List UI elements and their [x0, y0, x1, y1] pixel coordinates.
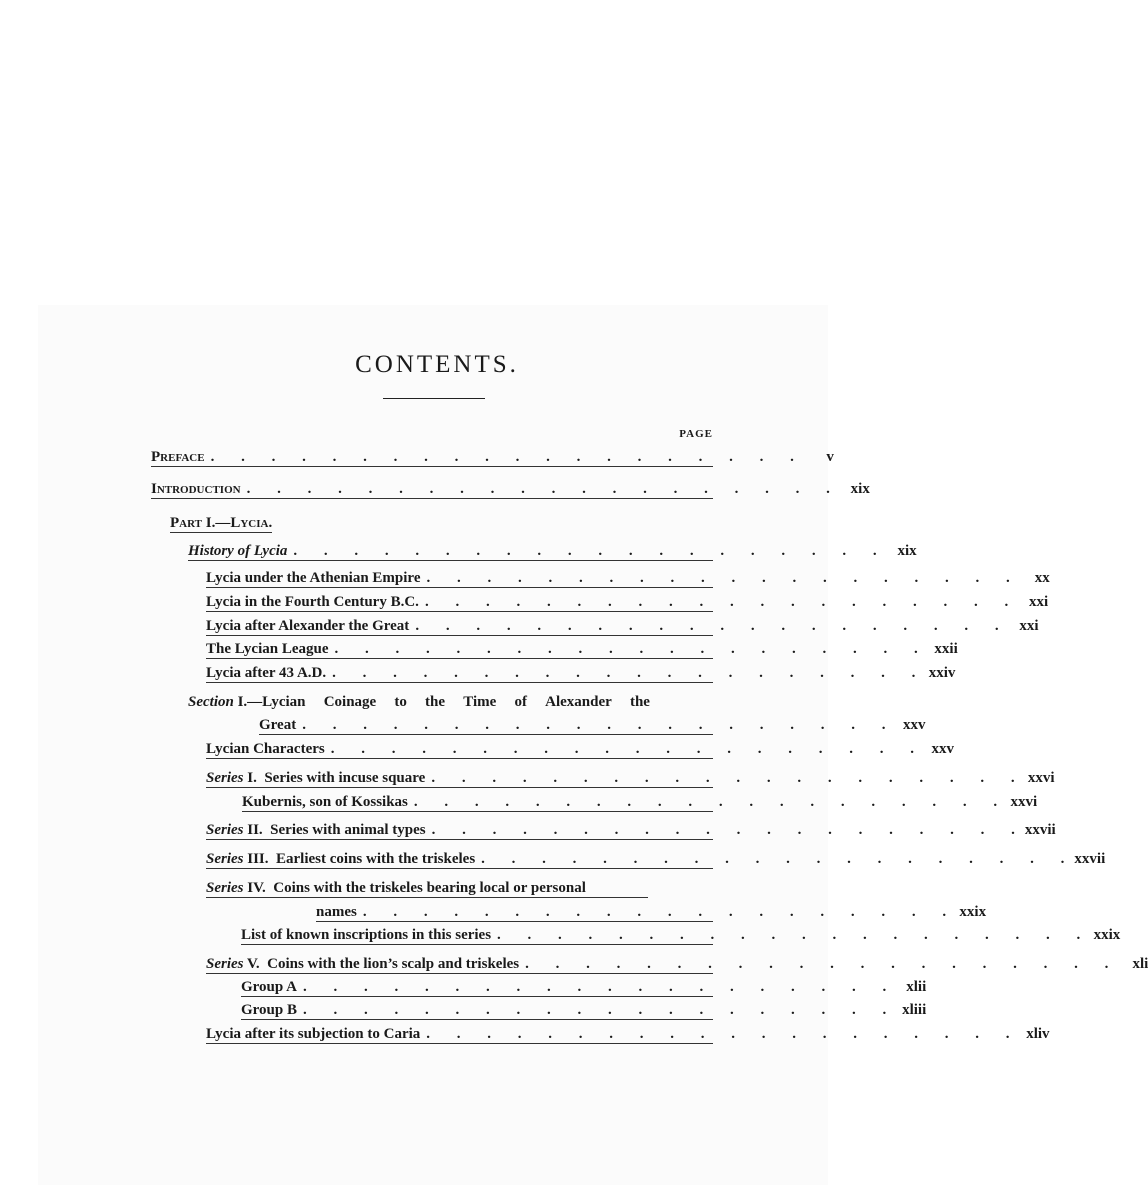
section-word: the — [425, 694, 446, 710]
toc-entry-page: xxvii — [1074, 851, 1106, 867]
toc-entry-series-5[interactable] — [206, 955, 1148, 974]
toc-entry-label: History of Lycia — [188, 543, 288, 559]
leader-dots: . . . . . . . . . . . . . . . . . . . . — [415, 618, 999, 634]
toc-entry-group-a[interactable] — [241, 978, 927, 997]
toc-entry-label: List of known inscriptions in this series — [241, 927, 492, 943]
leader-dots: . . . . . . . . . . . . . . . . . . . . — [362, 904, 947, 920]
toc-entry-preface[interactable] — [151, 448, 834, 467]
toc-entry-page: xix — [897, 543, 917, 559]
toc-entry-page: xliv — [1026, 1026, 1050, 1042]
toc-entry-label: Group A — [241, 979, 297, 995]
toc-entry-label: Lycian Characters — [206, 741, 325, 757]
section-word: of — [514, 694, 527, 710]
toc-entry-page: xxix — [1093, 927, 1121, 943]
toc-entry-label: Lycia after 43 A.D. — [206, 665, 327, 681]
page-column-label: PAGE — [679, 428, 713, 440]
leader-dots: . . . . . . . . . . . . . . . . . . . . — [525, 956, 1109, 972]
toc-entry-page: xix — [850, 481, 870, 497]
toc-entry-caria[interactable] — [206, 1025, 1050, 1044]
toc-entry-page: xxvi — [1027, 770, 1055, 786]
leader-dots: . . . . . . . . . . . . . . . . . . . . — [431, 770, 1015, 786]
leader-dots: . . . . . . . . . . . . . . . . . . . . — [334, 641, 918, 657]
section-word: Section I.—Lycian — [188, 694, 306, 710]
toc-entry-page: v — [826, 449, 834, 465]
toc-entry-label: Group B — [241, 1002, 297, 1018]
toc-entry-page: xliii — [902, 1002, 927, 1018]
toc-entry-page: xxix — [959, 904, 987, 920]
toc-entry-after-alexander[interactable] — [206, 617, 1039, 636]
toc-entry-label: Kubernis, son of Kossikas — [242, 794, 408, 810]
leader-dots: . . . . . . . . . . . . . . . . . . . . — [246, 481, 830, 497]
leader-dots: . . . . . . . . . . . . . . . . . . . . — [302, 717, 886, 733]
toc-entry-page: xxv — [902, 717, 926, 733]
toc-entry-series-3[interactable] — [206, 850, 1106, 869]
leader-dots: . . . . . . . . . . . . . . . . . . . . — [481, 851, 1065, 867]
toc-entry-series-4-line1[interactable]: Series IV. Coins with the triskeles bearing local or personal — [206, 879, 648, 898]
page-title: CONTENTS. — [355, 350, 519, 378]
toc-entry-series-1[interactable] — [206, 769, 1055, 788]
leader-dots: . . . . . . . . . . . . . . . . . . . . — [426, 570, 1010, 586]
leader-dots: . . . . . . . . . . . . . . . . . . . . — [424, 594, 1009, 610]
toc-entry-section1-line1[interactable] — [188, 693, 650, 711]
toc-entry-label: Introduction — [151, 481, 241, 497]
toc-entry-page: xxvi — [1010, 794, 1038, 810]
toc-entry-label: The Lycian League — [206, 641, 329, 657]
section-word: Time — [463, 694, 497, 710]
toc-entry-series-4-line2[interactable] — [316, 903, 987, 922]
toc-entry-label: Series III. Earliest coins with the triskeles — [206, 851, 476, 867]
toc-entry-page: xx — [1034, 570, 1050, 586]
toc-entry-page: xlii — [906, 979, 927, 995]
toc-entry-fourth-century[interactable] — [206, 593, 1049, 612]
toc-entry-label: Lycia after its subjection to Caria — [206, 1026, 421, 1042]
leader-dots: . . . . . . . . . . . . . . . . . . . . — [426, 1026, 1010, 1042]
toc-entry-label: names — [316, 904, 357, 920]
toc-entry-after-43[interactable] — [206, 664, 956, 683]
leader-dots: . . . . . . . . . . . . . . . . . . . . — [293, 543, 877, 559]
leader-dots: . . . . . . . . . . . . . . . . . . . . — [303, 1002, 887, 1018]
toc-entry-label: Lycia after Alexander the Great — [206, 618, 410, 634]
toc-entry-page: xxi — [1019, 618, 1039, 634]
part-heading: Part I.—Lycia. — [170, 515, 273, 531]
leader-dots: . . . . . . . . . . . . . . . . . . . . — [210, 449, 794, 465]
leader-dots: . . . . . . . . . . . . . . . . . . . . — [413, 794, 998, 810]
leader-dots: . . . . . . . . . . . . . . . . . . . . — [303, 979, 887, 995]
toc-entry-kubernis[interactable] — [242, 793, 1038, 812]
toc-entry-label: Series I. Series with incuse square — [206, 770, 426, 786]
leader-dots: . . . . . . . . . . . . . . . . . . . . — [332, 665, 916, 681]
toc-entry-label: Lycia in the Fourth Century B.C. — [206, 594, 419, 610]
toc-entry-athenian[interactable] — [206, 569, 1050, 588]
toc-entry-introduction[interactable] — [151, 480, 870, 499]
toc-entry-page: xli — [1132, 956, 1148, 972]
toc-entry-page: xxv — [931, 741, 954, 757]
toc-entry-label: Series V. Coins with the lion’s scalp and triskeles — [206, 956, 520, 972]
toc-entry-page: xxvii — [1024, 822, 1056, 838]
toc-entry-section1-line2[interactable] — [259, 716, 926, 735]
toc-entry-label: Series II. Series with animal types — [206, 822, 426, 838]
section-word: to — [394, 694, 407, 710]
toc-entry-lycian-league[interactable] — [206, 640, 958, 659]
toc-entry-inscriptions[interactable] — [241, 926, 1121, 945]
section-word: the — [629, 694, 650, 710]
section-word: Coinage — [323, 694, 377, 710]
toc-entry-label: Great — [259, 717, 297, 733]
toc-entry-label: Preface — [151, 449, 205, 465]
toc-entry-page: xxii — [934, 641, 958, 657]
toc-entry-history[interactable] — [188, 542, 917, 561]
leader-dots: . . . . . . . . . . . . . . . . . . . . — [431, 822, 1015, 838]
leader-dots: . . . . . . . . . . . . . . . . . . . . — [497, 927, 1081, 943]
section-word: Alexander — [545, 694, 612, 710]
leader-dots: . . . . . . . . . . . . . . . . . . . . — [330, 741, 914, 757]
toc-entry-series-2[interactable] — [206, 821, 1056, 840]
toc-entry-page: xxi — [1029, 594, 1049, 610]
title-rule — [383, 398, 485, 399]
toc-entry-label: Lycia under the Athenian Empire — [206, 570, 421, 586]
toc-entry-lycian-characters[interactable] — [206, 740, 954, 759]
toc-entry-page: xxiv — [928, 665, 956, 681]
toc-entry-group-b[interactable] — [241, 1001, 927, 1020]
